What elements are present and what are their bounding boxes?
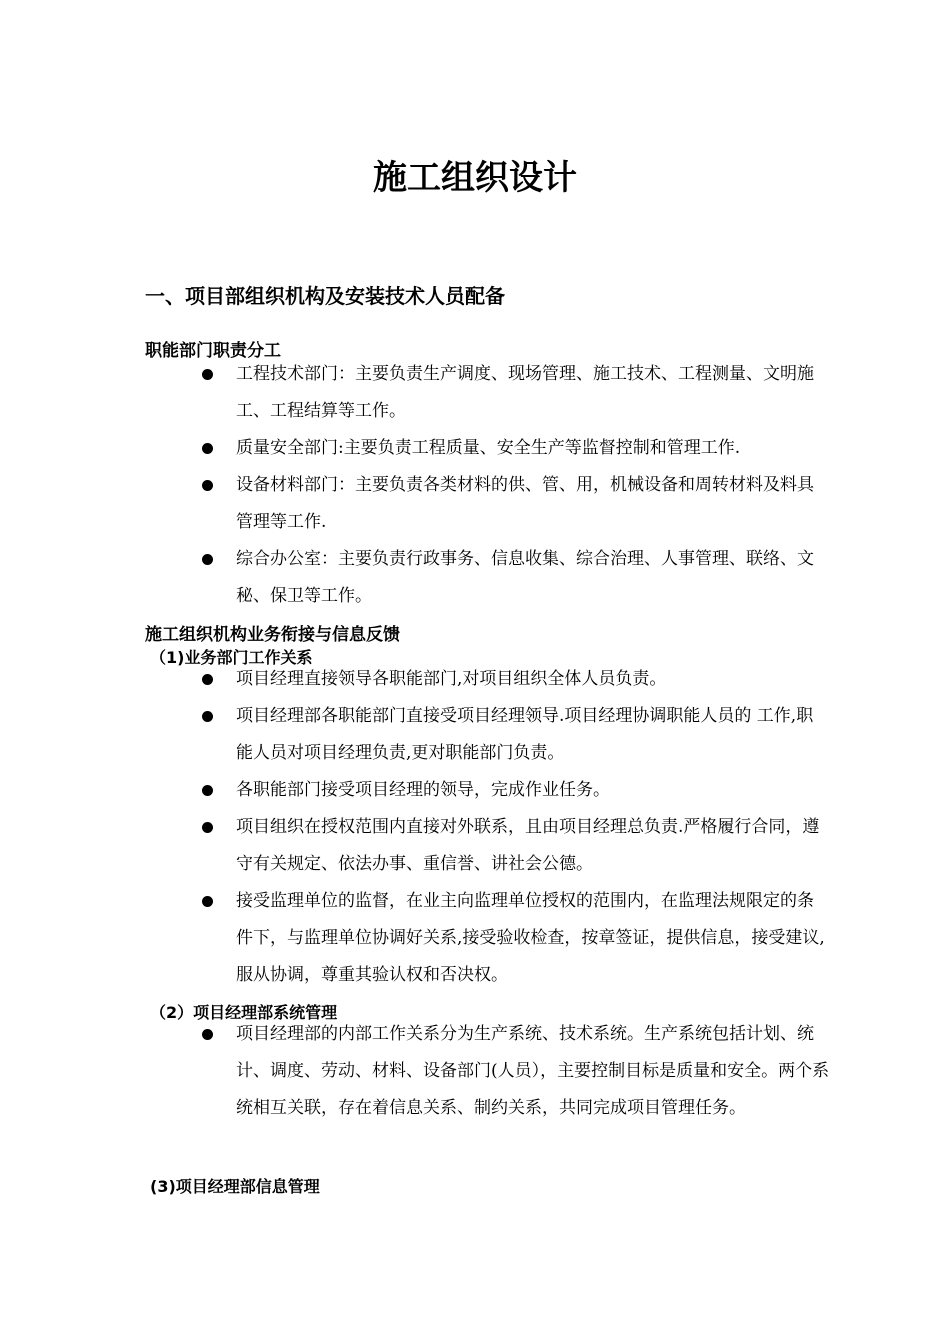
part-heading-3: (3)项目经理部信息管理 [150, 1177, 320, 1196]
bullet-icon [202, 443, 213, 454]
system-list [200, 1016, 830, 1127]
list-item: 设备材料部门：主要负责各类材料的供、管、用，机械设备和周转材料及料具管理等工作. [200, 467, 830, 541]
list-item: 质量安全部门:主要负责工程质量、安全生产等监督控制和管理工作. [200, 430, 830, 467]
subsection-heading-duties: 职能部门职责分工 [145, 341, 281, 361]
list-item: 工程技术部门：主要负责生产调度、现场管理、施工技术、工程测量、文明施工、工程结算等工作。 [200, 356, 830, 430]
list-item: 接受监理单位的监督，在业主向监理单位授权的范围内，在监理法规限定的条件下，与监理单位协调好关系,接受验收检查，按章签证，提供信息，接受建议,服从协调，尊重其验认权和否决权。 [200, 883, 830, 994]
list-item: 各职能部门接受项目经理的领导，完成作业任务。 [200, 772, 830, 809]
bullet-icon [202, 369, 213, 380]
bullet-icon [202, 480, 213, 491]
bullet-icon [202, 1029, 213, 1040]
bullet-icon [202, 711, 213, 722]
document-title: 施工组织设计 [373, 158, 577, 198]
part-heading-1: （1)业务部门工作关系 [150, 648, 313, 667]
list-item: 综合办公室：主要负责行政事务、信息收集、综合治理、人事管理、联络、文秘、保卫等工作。 [200, 541, 830, 615]
duties-list [200, 356, 830, 615]
part-heading-2: （2）项目经理部系统管理 [150, 1003, 338, 1022]
list-item: 项目组织在授权范围内直接对外联系，且由项目经理总负责.严格履行合同，遵守有关规定、依法办事、重信誉、讲社会公德。 [200, 809, 830, 883]
bullet-icon [202, 822, 213, 833]
list-item: 项目经理直接领导各职能部门,对项目组织全体人员负责。 [200, 661, 830, 698]
list-item: 项目经理部各职能部门直接受项目经理领导.项目经理协调职能人员的 工作,职能人员对项目经理负责,更对职能部门负责。 [200, 698, 830, 772]
subsection-heading-coordination: 施工组织机构业务衔接与信息反馈 [145, 625, 400, 645]
bullet-icon [202, 896, 213, 907]
list-item: 项目经理部的内部工作关系分为生产系统、技术系统。生产系统包括计划、统计、调度、劳动、材料、设备部门(人员），主要控制目标是质量和安全。两个系统相互关联，存在着信息关系、制约关系，共同完成项目管理任务。 [200, 1016, 830, 1127]
section-heading: 一、项目部组织机构及安装技术人员配备 [145, 284, 505, 308]
bullet-icon [202, 785, 213, 796]
relations-list [200, 661, 830, 994]
bullet-icon [202, 674, 213, 685]
bullet-icon [202, 554, 213, 565]
